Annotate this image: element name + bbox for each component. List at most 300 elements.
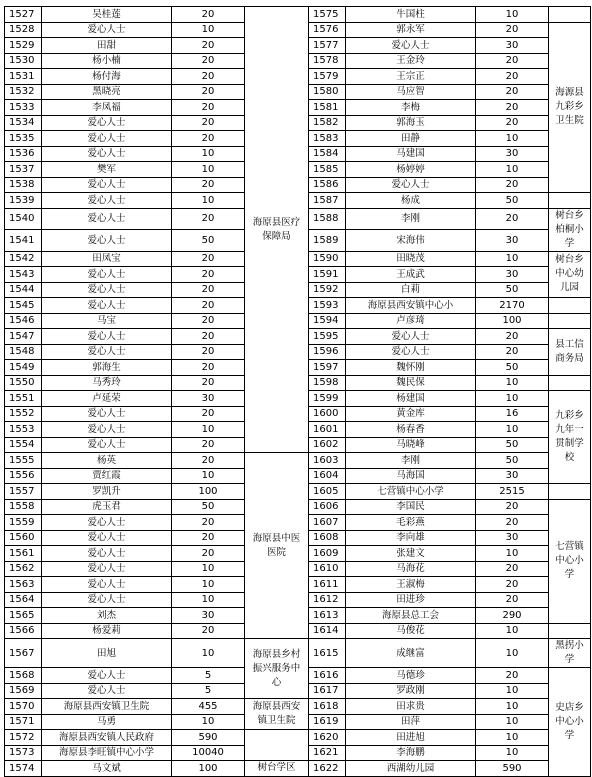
serial-number: 1565 <box>5 608 42 624</box>
donor-name: 李刚 <box>346 453 476 469</box>
unit-name: 海源县九彩乡卫生院 <box>549 22 591 193</box>
table-row <box>5 761 591 777</box>
table-body <box>5 7 591 777</box>
donation-amount: 290 <box>476 608 549 624</box>
donor-name: 李刚 <box>346 208 476 230</box>
unit-name <box>549 7 591 23</box>
donor-name: 爱心人士 <box>346 329 476 345</box>
donation-amount: 100 <box>172 484 245 500</box>
donation-amount: 30 <box>172 391 245 407</box>
donation-amount: 30 <box>476 468 549 484</box>
serial-number: 1595 <box>309 329 346 345</box>
donor-name: 卢延荣 <box>42 391 172 407</box>
donor-name: 爱心人士 <box>42 683 172 699</box>
serial-number: 1536 <box>5 146 42 162</box>
donor-name: 王淑梅 <box>346 577 476 593</box>
donor-name: 西湖幼儿园 <box>346 761 476 777</box>
donor-name: 王宗正 <box>346 69 476 85</box>
donor-name: 海原县总工会 <box>346 608 476 624</box>
donor-name: 刘杰 <box>42 608 172 624</box>
donor-name: 爱心人士 <box>42 422 172 438</box>
unit-name <box>549 623 591 639</box>
donation-amount: 50 <box>172 499 245 515</box>
donor-name: 牛国柱 <box>346 7 476 23</box>
unit-name: 黑拐小学 <box>549 639 591 668</box>
serial-number: 1607 <box>309 515 346 531</box>
serial-number: 1546 <box>5 313 42 329</box>
unit-name: 海原县中医医院 <box>245 453 309 639</box>
donor-name: 李梅 <box>346 100 476 116</box>
serial-number: 1602 <box>309 437 346 453</box>
donation-amount: 20 <box>172 329 245 345</box>
donation-amount: 10 <box>172 561 245 577</box>
unit-name: 县工信商务局 <box>549 329 591 376</box>
donor-name: 爱心人士 <box>42 530 172 546</box>
serial-number: 1601 <box>309 422 346 438</box>
donation-amount: 50 <box>476 437 549 453</box>
donor-name: 爱心人士 <box>346 38 476 54</box>
donor-name: 爱心人士 <box>42 344 172 360</box>
serial-number: 1555 <box>5 453 42 469</box>
donor-name: 马秀玲 <box>42 375 172 391</box>
serial-number: 1534 <box>5 115 42 131</box>
unit-name: 九彩乡九年一贯制学校 <box>549 391 591 484</box>
serial-number: 1592 <box>309 282 346 298</box>
serial-number: 1539 <box>5 193 42 209</box>
donation-amount: 20 <box>172 38 245 54</box>
donation-amount: 10 <box>476 745 549 761</box>
donation-amount: 30 <box>476 38 549 54</box>
donation-amount: 20 <box>476 515 549 531</box>
donation-amount: 10 <box>476 546 549 562</box>
table-row <box>5 730 591 746</box>
donor-name: 爱心人士 <box>42 208 172 230</box>
serial-number: 1614 <box>309 623 346 639</box>
donor-name: 黑晓亮 <box>42 84 172 100</box>
donation-amount: 20 <box>476 592 549 608</box>
donation-amount: 20 <box>172 251 245 267</box>
serial-number: 1619 <box>309 714 346 730</box>
donor-name: 爱心人士 <box>42 230 172 252</box>
serial-number: 1581 <box>309 100 346 116</box>
donor-name: 爱心人士 <box>42 329 172 345</box>
donation-amount: 30 <box>476 146 549 162</box>
donor-name: 爱心人士 <box>42 177 172 193</box>
donation-amount: 20 <box>172 375 245 391</box>
donation-amount: 30 <box>476 230 549 252</box>
donor-name: 杨小楠 <box>42 53 172 69</box>
donation-amount: 10 <box>172 162 245 178</box>
serial-number: 1576 <box>309 22 346 38</box>
donation-amount: 10 <box>172 146 245 162</box>
donor-name: 吴桂莲 <box>42 7 172 23</box>
donor-name: 海原县西安镇中心小 <box>346 298 476 314</box>
serial-number: 1542 <box>5 251 42 267</box>
unit-name: 海原县医疗保障局 <box>245 7 309 453</box>
table-row <box>5 453 591 469</box>
donor-name: 杨英 <box>42 453 172 469</box>
donation-amount: 20 <box>172 282 245 298</box>
donor-name: 爱心人士 <box>42 193 172 209</box>
donor-name: 马勇 <box>42 714 172 730</box>
donor-name: 爱心人士 <box>42 131 172 147</box>
unit-name: 海原县乡村振兴服务中心 <box>245 639 309 699</box>
donor-name: 海原县西安镇卫生院 <box>42 699 172 715</box>
donation-amount: 20 <box>476 115 549 131</box>
donation-amount: 10 <box>172 639 245 668</box>
donor-name: 田旭 <box>42 639 172 668</box>
serial-number: 1611 <box>309 577 346 593</box>
donor-name: 王金玲 <box>346 53 476 69</box>
donation-amount: 10 <box>172 468 245 484</box>
unit-name <box>549 484 591 500</box>
donation-amount: 10 <box>476 391 549 407</box>
donation-amount: 10 <box>476 714 549 730</box>
donation-amount: 590 <box>172 730 245 746</box>
donor-name: 田进珍 <box>346 592 476 608</box>
serial-number: 1580 <box>309 84 346 100</box>
donor-name: 卢彦琦 <box>346 313 476 329</box>
donation-amount: 20 <box>172 84 245 100</box>
donor-name: 杨春香 <box>346 422 476 438</box>
donor-name: 爱心人士 <box>346 177 476 193</box>
serial-number: 1583 <box>309 131 346 147</box>
serial-number: 1564 <box>5 592 42 608</box>
donation-amount: 20 <box>172 177 245 193</box>
donation-amount: 30 <box>172 608 245 624</box>
serial-number: 1537 <box>5 162 42 178</box>
donation-amount: 20 <box>476 208 549 230</box>
donor-name: 爱心人士 <box>42 282 172 298</box>
serial-number: 1610 <box>309 561 346 577</box>
donation-amount: 20 <box>476 344 549 360</box>
donor-name: 毛彩燕 <box>346 515 476 531</box>
serial-number: 1540 <box>5 208 42 230</box>
donor-name: 爱心人士 <box>42 592 172 608</box>
donor-name: 樊军 <box>42 162 172 178</box>
donation-amount: 20 <box>172 546 245 562</box>
unit-name: 史店乡中心小学 <box>549 668 591 777</box>
donation-amount: 20 <box>172 53 245 69</box>
serial-number: 1557 <box>5 484 42 500</box>
serial-number: 1535 <box>5 131 42 147</box>
donation-amount: 50 <box>172 230 245 252</box>
serial-number: 1553 <box>5 422 42 438</box>
serial-number: 1568 <box>5 668 42 684</box>
donor-name: 罗政刚 <box>346 683 476 699</box>
donor-name: 李海鹏 <box>346 745 476 761</box>
donation-amount: 20 <box>172 115 245 131</box>
donor-name: 海原县西安镇人民政府 <box>42 730 172 746</box>
donor-name: 爱心人士 <box>42 515 172 531</box>
serial-number: 1563 <box>5 577 42 593</box>
serial-number: 1606 <box>309 499 346 515</box>
donor-name: 杨成 <box>346 193 476 209</box>
donation-amount: 20 <box>172 406 245 422</box>
donor-name: 王成武 <box>346 267 476 283</box>
donation-amount: 20 <box>476 561 549 577</box>
donation-amount: 2515 <box>476 484 549 500</box>
donor-name: 宋海伟 <box>346 230 476 252</box>
serial-number: 1543 <box>5 267 42 283</box>
donation-amount: 20 <box>172 530 245 546</box>
donation-amount: 50 <box>476 360 549 376</box>
donation-amount: 20 <box>172 267 245 283</box>
donor-name: 田进旭 <box>346 730 476 746</box>
serial-number: 1599 <box>309 391 346 407</box>
donation-amount: 20 <box>476 84 549 100</box>
donation-amount: 20 <box>476 100 549 116</box>
donor-name: 田晓茂 <box>346 251 476 267</box>
donation-amount: 10 <box>476 375 549 391</box>
donor-name: 贾红霞 <box>42 468 172 484</box>
donation-amount: 20 <box>476 22 549 38</box>
serial-number: 1585 <box>309 162 346 178</box>
unit-name: 海原县西安镇卫生院 <box>245 699 309 730</box>
serial-number: 1570 <box>5 699 42 715</box>
donor-name: 爱心人士 <box>346 344 476 360</box>
donation-amount: 10 <box>476 7 549 23</box>
serial-number: 1615 <box>309 639 346 668</box>
donation-amount: 590 <box>476 761 549 777</box>
serial-number: 1541 <box>5 230 42 252</box>
serial-number: 1620 <box>309 730 346 746</box>
donation-amount: 10 <box>172 22 245 38</box>
serial-number: 1531 <box>5 69 42 85</box>
serial-number: 1556 <box>5 468 42 484</box>
serial-number: 1613 <box>309 608 346 624</box>
serial-number: 1552 <box>5 406 42 422</box>
donor-name: 罗凯升 <box>42 484 172 500</box>
donation-amount: 100 <box>476 313 549 329</box>
donation-amount: 10 <box>476 639 549 668</box>
donation-amount: 2170 <box>476 298 549 314</box>
donor-name: 李向雄 <box>346 530 476 546</box>
donation-amount: 10 <box>476 699 549 715</box>
serial-number: 1548 <box>5 344 42 360</box>
donor-name: 马晓峰 <box>346 437 476 453</box>
donation-amount: 20 <box>172 515 245 531</box>
serial-number: 1612 <box>309 592 346 608</box>
serial-number: 1587 <box>309 193 346 209</box>
serial-number: 1575 <box>309 7 346 23</box>
unit-name: 树台乡中心幼儿园 <box>549 251 591 298</box>
donation-amount: 20 <box>476 499 549 515</box>
donation-amount: 10 <box>476 422 549 438</box>
donation-amount: 20 <box>172 208 245 230</box>
donor-name: 黄金库 <box>346 406 476 422</box>
donor-name: 田凤宝 <box>42 251 172 267</box>
donation-amount: 10 <box>476 623 549 639</box>
donation-amount: 20 <box>476 69 549 85</box>
serial-number: 1532 <box>5 84 42 100</box>
donor-name: 马建国 <box>346 146 476 162</box>
donation-amount: 10 <box>172 577 245 593</box>
donor-name: 马德珍 <box>346 668 476 684</box>
donor-name: 爱心人士 <box>42 577 172 593</box>
serial-number: 1529 <box>5 38 42 54</box>
serial-number: 1573 <box>5 745 42 761</box>
donation-amount: 20 <box>172 437 245 453</box>
serial-number: 1571 <box>5 714 42 730</box>
serial-number: 1591 <box>309 267 346 283</box>
donation-amount: 10 <box>172 422 245 438</box>
serial-number: 1559 <box>5 515 42 531</box>
donor-name: 田静 <box>346 131 476 147</box>
donor-name: 海原县李旺镇中心小学 <box>42 745 172 761</box>
donation-amount: 100 <box>172 761 245 777</box>
donation-amount: 20 <box>172 313 245 329</box>
donation-amount: 10 <box>476 251 549 267</box>
donor-name: 杨爱莉 <box>42 623 172 639</box>
serial-number: 1562 <box>5 561 42 577</box>
serial-number: 1594 <box>309 313 346 329</box>
serial-number: 1588 <box>309 208 346 230</box>
donor-name: 爱心人士 <box>42 406 172 422</box>
serial-number: 1593 <box>309 298 346 314</box>
unit-name <box>549 313 591 329</box>
serial-number: 1605 <box>309 484 346 500</box>
donor-name: 魏怀刚 <box>346 360 476 376</box>
donation-amount: 50 <box>476 193 549 209</box>
serial-number: 1569 <box>5 683 42 699</box>
serial-number: 1533 <box>5 100 42 116</box>
serial-number: 1600 <box>309 406 346 422</box>
donation-amount: 10 <box>172 592 245 608</box>
donation-amount: 10 <box>476 730 549 746</box>
donation-amount: 50 <box>476 282 549 298</box>
unit-name: 树台乡柏桐小学 <box>549 208 591 251</box>
serial-number: 1608 <box>309 530 346 546</box>
serial-number: 1584 <box>309 146 346 162</box>
donor-name: 杨建国 <box>346 391 476 407</box>
donor-name: 张建文 <box>346 546 476 562</box>
serial-number: 1596 <box>309 344 346 360</box>
donor-name: 爱心人士 <box>42 298 172 314</box>
serial-number: 1617 <box>309 683 346 699</box>
serial-number: 1586 <box>309 177 346 193</box>
serial-number: 1590 <box>309 251 346 267</box>
serial-number: 1598 <box>309 375 346 391</box>
donation-amount: 20 <box>172 7 245 23</box>
serial-number: 1616 <box>309 668 346 684</box>
serial-number: 1550 <box>5 375 42 391</box>
serial-number: 1551 <box>5 391 42 407</box>
donor-name: 郭海生 <box>42 360 172 376</box>
serial-number: 1528 <box>5 22 42 38</box>
serial-number: 1560 <box>5 530 42 546</box>
donation-amount: 20 <box>172 298 245 314</box>
table-row <box>5 639 591 668</box>
serial-number: 1527 <box>5 7 42 23</box>
donation-amount: 20 <box>172 623 245 639</box>
donor-name: 马宝 <box>42 313 172 329</box>
unit-name <box>549 298 591 314</box>
donation-amount: 20 <box>172 360 245 376</box>
donation-amount: 20 <box>476 53 549 69</box>
serial-number: 1566 <box>5 623 42 639</box>
serial-number: 1618 <box>309 699 346 715</box>
donor-name: 李凤福 <box>42 100 172 116</box>
unit-name: 七营镇中心小学 <box>549 499 591 623</box>
serial-number: 1530 <box>5 53 42 69</box>
donor-name: 爱心人士 <box>42 437 172 453</box>
donor-name: 爱心人士 <box>42 115 172 131</box>
unit-name: 树台学区 <box>245 761 309 777</box>
donation-amount: 16 <box>476 406 549 422</box>
donation-amount: 10 <box>172 193 245 209</box>
donor-name: 马海花 <box>346 561 476 577</box>
donor-name: 马应智 <box>346 84 476 100</box>
table-row <box>5 699 591 715</box>
donor-name: 田萍 <box>346 714 476 730</box>
donor-name: 魏民保 <box>346 375 476 391</box>
donor-name: 杨婷婷 <box>346 162 476 178</box>
serial-number: 1589 <box>309 230 346 252</box>
donation-amount: 20 <box>476 177 549 193</box>
donor-name: 郭海玉 <box>346 115 476 131</box>
serial-number: 1578 <box>309 53 346 69</box>
serial-number: 1544 <box>5 282 42 298</box>
serial-number: 1604 <box>309 468 346 484</box>
serial-number: 1621 <box>309 745 346 761</box>
donation-amount: 30 <box>476 267 549 283</box>
donation-amount: 20 <box>172 453 245 469</box>
donor-name: 马文斌 <box>42 761 172 777</box>
donation-amount: 20 <box>172 131 245 147</box>
table-row <box>5 7 591 23</box>
serial-number: 1547 <box>5 329 42 345</box>
serial-number: 1558 <box>5 499 42 515</box>
donor-name: 白莉 <box>346 282 476 298</box>
donation-table <box>4 6 591 777</box>
serial-number: 1577 <box>309 38 346 54</box>
donor-name: 李国民 <box>346 499 476 515</box>
donation-amount: 20 <box>476 329 549 345</box>
donor-name: 爱心人士 <box>42 267 172 283</box>
donation-amount: 50 <box>476 453 549 469</box>
donation-amount: 20 <box>172 100 245 116</box>
serial-number: 1572 <box>5 730 42 746</box>
serial-number: 1554 <box>5 437 42 453</box>
donor-name: 爱心人士 <box>42 146 172 162</box>
donation-amount: 10 <box>476 162 549 178</box>
donor-name: 田甜 <box>42 38 172 54</box>
donation-amount: 20 <box>476 668 549 684</box>
donor-name: 郭永军 <box>346 22 476 38</box>
donor-name: 爱心人士 <box>42 22 172 38</box>
donation-amount: 5 <box>172 683 245 699</box>
serial-number: 1567 <box>5 639 42 668</box>
serial-number: 1582 <box>309 115 346 131</box>
donor-name: 爱心人士 <box>42 668 172 684</box>
serial-number: 1545 <box>5 298 42 314</box>
donation-amount: 10 <box>172 714 245 730</box>
serial-number: 1603 <box>309 453 346 469</box>
serial-number: 1574 <box>5 761 42 777</box>
serial-number: 1561 <box>5 546 42 562</box>
serial-number: 1549 <box>5 360 42 376</box>
donor-name: 爱心人士 <box>42 561 172 577</box>
unit-name <box>549 375 591 391</box>
donor-name: 爱心人士 <box>42 546 172 562</box>
donation-amount: 455 <box>172 699 245 715</box>
donation-amount: 20 <box>172 69 245 85</box>
donor-name: 成继富 <box>346 639 476 668</box>
donation-amount: 10 <box>476 131 549 147</box>
unit-name <box>549 193 591 209</box>
donor-name: 马俊花 <box>346 623 476 639</box>
